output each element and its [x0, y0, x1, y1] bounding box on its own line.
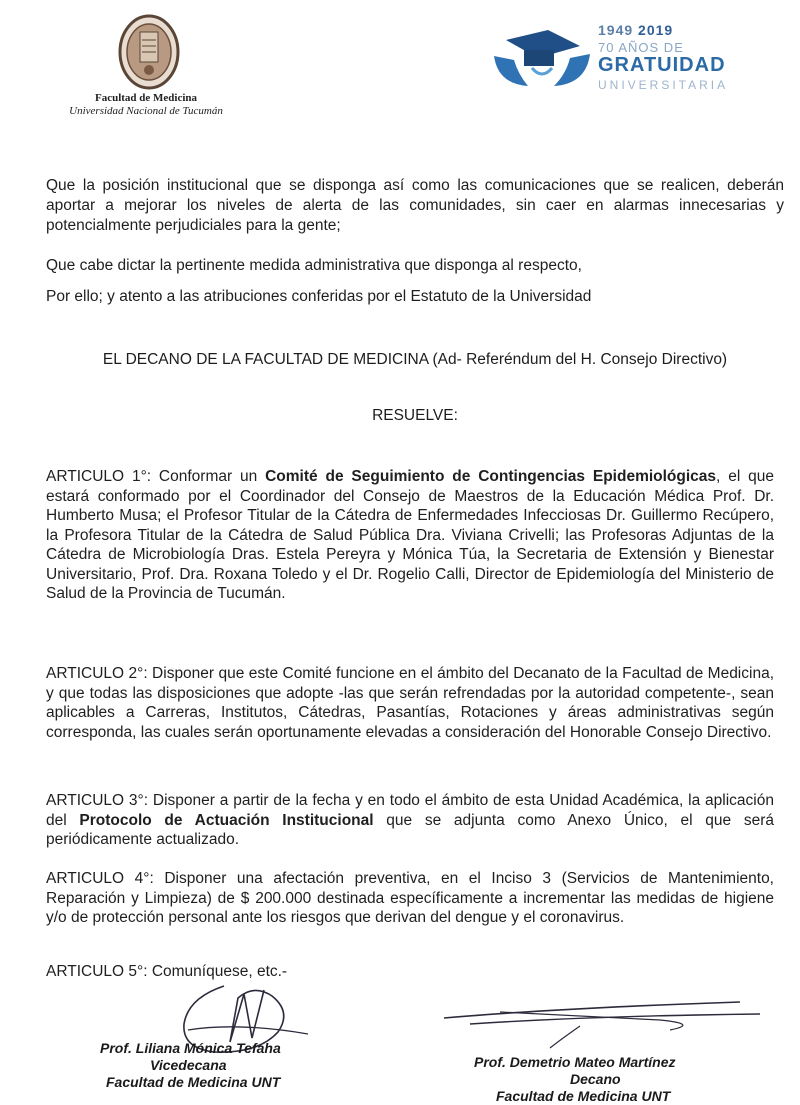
resolution-verb: RESUELVE: — [372, 407, 458, 424]
university-name: Universidad Nacional de Tucumán — [69, 105, 223, 117]
article-1-pre: ARTICULO 1°: Conformar un — [46, 468, 266, 485]
article-5: ARTICULO 5°: Comuníquese, etc.- — [46, 963, 288, 980]
article-4: ARTICULO 4°: Disponer una afectación preventiva, en el Inciso 3 (Servicios de Mantenimiento, Reparación y Limpieza) de $ 200.000 destinada específicamente a incrementar las medidas de higiene y/o de protección personal ante los riesgos que derivan del dengue y el coronavirus. — [46, 870, 774, 926]
article-1 — [46, 467, 774, 604]
university-crest-logo — [118, 14, 180, 90]
anniversary-line3: UNIVERSITARIA — [598, 78, 729, 92]
signature-decano — [474, 1054, 744, 1105]
article-3 — [46, 791, 774, 850]
anniversary-years — [598, 22, 673, 38]
paragraph-considerando-3: Por ello; y atento a las atribuciones conferidas por el Estatuto de la Universidad — [46, 288, 592, 305]
vicedecana-org: Facultad de Medicina UNT — [106, 1074, 281, 1090]
article-3-pre: ARTICULO 3°: Disponer a partir de la fecha y en todo el ámbito de esta Unidad Académica, la aplicación del — [46, 792, 774, 829]
article-3-post: que se adjunta como Anexo Único, el que será periódicamente actualizado. — [46, 811, 774, 848]
resolution-heading: EL DECANO DE LA FACULTAD DE MEDICINA (Ad- Referéndum del H. Consejo Directivo) — [102, 351, 728, 368]
signature-vicedecana — [100, 1040, 330, 1091]
decano-name: Prof. Demetrio Mateo Martínez — [474, 1054, 676, 1070]
paragraph-considerando-1: Que la posición institucional que se disponga así como las comunicaciones que se realicen, deberán aportar a mejorar los niveles de alerta de las comunidades, sin caer en alarmas innecesarias y potencialmente perjudiciales para la gente; — [46, 177, 784, 234]
article-2: ARTICULO 2°: Disponer que este Comité funcione en el ámbito del Decanato de la Facultad de Medicina, y que todas las disposiciones que adopte -las que serán refrendadas por la autoridad competente-, sean aplicables a Carreras, Institutos, Cátedras, Pasantías, Rotaciones y áreas administrativas según corresponda, las cuales serán oportunamente elevadas a consideración del Honorable Consejo Directivo. — [46, 665, 774, 741]
anniversary-logo — [488, 18, 770, 104]
faculty-name: Facultad de Medicina — [94, 92, 198, 104]
vicedecana-role: Vicedecana — [150, 1057, 227, 1073]
anniversary-year-end: 2019 — [638, 22, 674, 38]
decano-role: Decano — [570, 1071, 621, 1087]
article-3-protocol-name: Protocolo de Actuación Institucional — [79, 811, 374, 829]
paragraph-considerando-2: Que cabe dictar la pertinente medida administrativa que disponga al respecto, — [46, 257, 582, 274]
vicedecana-name: Prof. Liliana Mónica Tefaha — [100, 1040, 281, 1056]
graduation-cap-icon — [488, 24, 596, 94]
decano-org: Facultad de Medicina UNT — [496, 1088, 671, 1104]
article-1-post: , el que estará conformado por el Coordinador del Consejo de Maestros de la Educación Médica Prof. Dr. Humberto Musa; el Profesor Titular de la Cátedra de Enfermedades Infecciosas Dr. Guillermo Recúpero, la Profesora Titular de la Cátedra de Salud Pública Dra. Viviana Crivelli; las Profesoras Adjuntas de la Cátedra de Microbiología Dras. Estela Pereyra y Mónica Túa, la Secretaria de Extensión y Bienestar Universitario, Prof. Dra. Roxana Toledo y el Dr. Rogelio Calli, Director de Epidemiología del Ministerio de Salud de la Provincia de Tucumán. — [46, 468, 774, 602]
anniversary-year-start: 1949 — [598, 22, 634, 38]
anniversary-line1: 70 AÑOS DE — [598, 40, 684, 55]
decano-handwritten-signature — [440, 990, 780, 1050]
article-1-committee-name: Comité de Seguimiento de Contingencias Epidemiológicas — [265, 468, 717, 485]
anniversary-line2: GRATUIDAD — [598, 54, 726, 76]
